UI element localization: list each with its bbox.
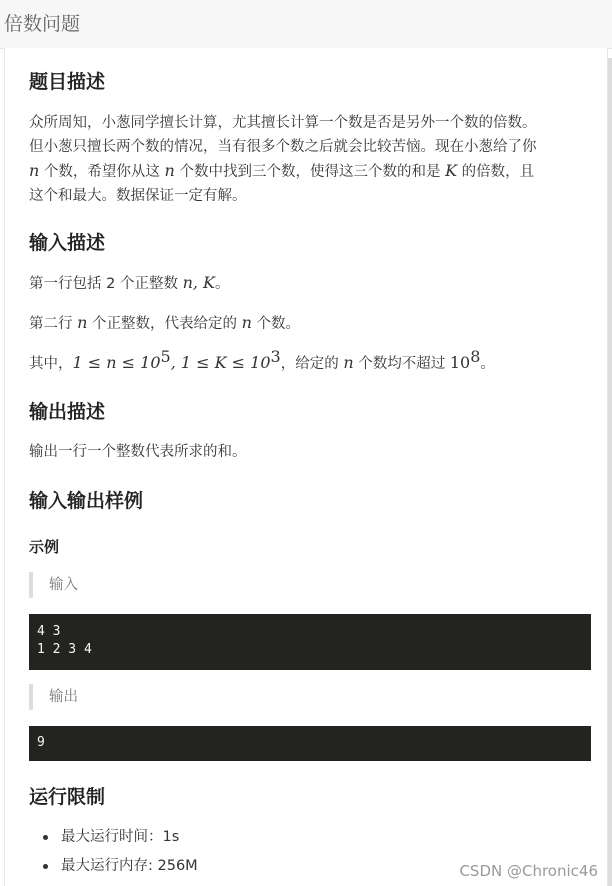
text-fragment: 的倍数，且 — [457, 164, 535, 180]
text-fragment: 第二行 — [29, 316, 78, 332]
output-label: 输出 — [49, 689, 78, 705]
text-fragment: 其中， — [29, 356, 73, 372]
page-title: 倍数问题 — [4, 13, 81, 35]
example-label: 示例 — [29, 538, 60, 556]
text-fragment: ，给定的 — [280, 356, 344, 372]
watermark: CSDN @Chronic46 — [459, 862, 598, 880]
text-fragment: 。 — [480, 356, 495, 372]
text-fragment: 个数均不超过 — [353, 356, 450, 372]
math-n: n — [241, 313, 252, 332]
output-label-block — [29, 684, 593, 710]
text-fragment: 个数。 — [251, 316, 301, 332]
vertical-scrollbar[interactable] — [608, 58, 612, 886]
math-bound: 10 — [449, 353, 471, 372]
output-heading: 输出描述 — [29, 401, 106, 423]
description-line-1: 众所周知，小葱同学擅长计算，尤其擅长计算一个数是否是另外一个数的倍数。 — [29, 115, 537, 131]
text-fragment: 个数，希望你从这 — [39, 164, 165, 180]
limits-heading: 运行限制 — [29, 786, 106, 808]
text-fragment: 。 — [215, 276, 230, 292]
limits-list — [29, 825, 198, 883]
input-label: 输入 — [49, 577, 78, 593]
input-label-block — [29, 572, 593, 598]
code-line: 4 3 — [37, 624, 61, 639]
sample-output-code — [29, 726, 591, 761]
problem-panel — [4, 48, 608, 886]
input-line-1 — [29, 271, 593, 296]
description-line-3 — [29, 159, 593, 184]
sample-input-code — [29, 614, 591, 670]
input-heading: 输入描述 — [29, 232, 106, 254]
bullet-icon — [43, 864, 48, 869]
math-k-range: , 1 ≤ K ≤ 10 — [170, 353, 271, 372]
math-n-k: n, K — [182, 273, 215, 292]
text-fragment: 个正整数，代表给定的 — [87, 316, 242, 332]
description-text — [29, 111, 593, 208]
output-text — [29, 440, 593, 464]
samples-heading: 输入输出样例 — [29, 490, 144, 512]
input-line-3 — [29, 347, 593, 376]
limit-time-text: 最大运行时间：1s — [61, 829, 180, 845]
input-line-2 — [29, 311, 593, 336]
text-fragment: 第一行包括 2 个正整数 — [29, 276, 183, 292]
description-line-4: 这个和最大。数据保证一定有解。 — [29, 188, 247, 204]
description-heading: 题目描述 — [29, 71, 106, 93]
math-exponent: 8 — [470, 347, 481, 367]
math-k: K — [445, 161, 458, 180]
code-line: 1 2 3 4 — [37, 642, 92, 657]
scrollbar-thumb[interactable] — [608, 58, 612, 886]
limit-memory-text: 最大运行内存: 256M — [61, 858, 198, 874]
text-fragment: 个数中找到三个数，使得这三个数的和是 — [174, 164, 446, 180]
math-exponent: 5 — [160, 347, 171, 367]
math-exponent: 3 — [270, 347, 281, 367]
math-n: n — [164, 161, 175, 180]
limit-time — [29, 825, 198, 854]
output-description: 输出一行一个整数代表所求的和。 — [29, 444, 247, 460]
header-bar — [0, 0, 612, 49]
bullet-icon — [43, 835, 48, 840]
description-line-2: 但小葱只擅长两个数的情况，当有很多个数之后就会比较苦恼。现在小葱给了你 — [29, 139, 537, 155]
math-n: n — [29, 161, 40, 180]
math-n: n — [77, 313, 88, 332]
math-n: n — [343, 353, 354, 372]
code-line: 9 — [37, 735, 45, 750]
math-n-range: 1 ≤ n ≤ 10 — [72, 353, 161, 372]
limit-memory — [29, 854, 198, 883]
